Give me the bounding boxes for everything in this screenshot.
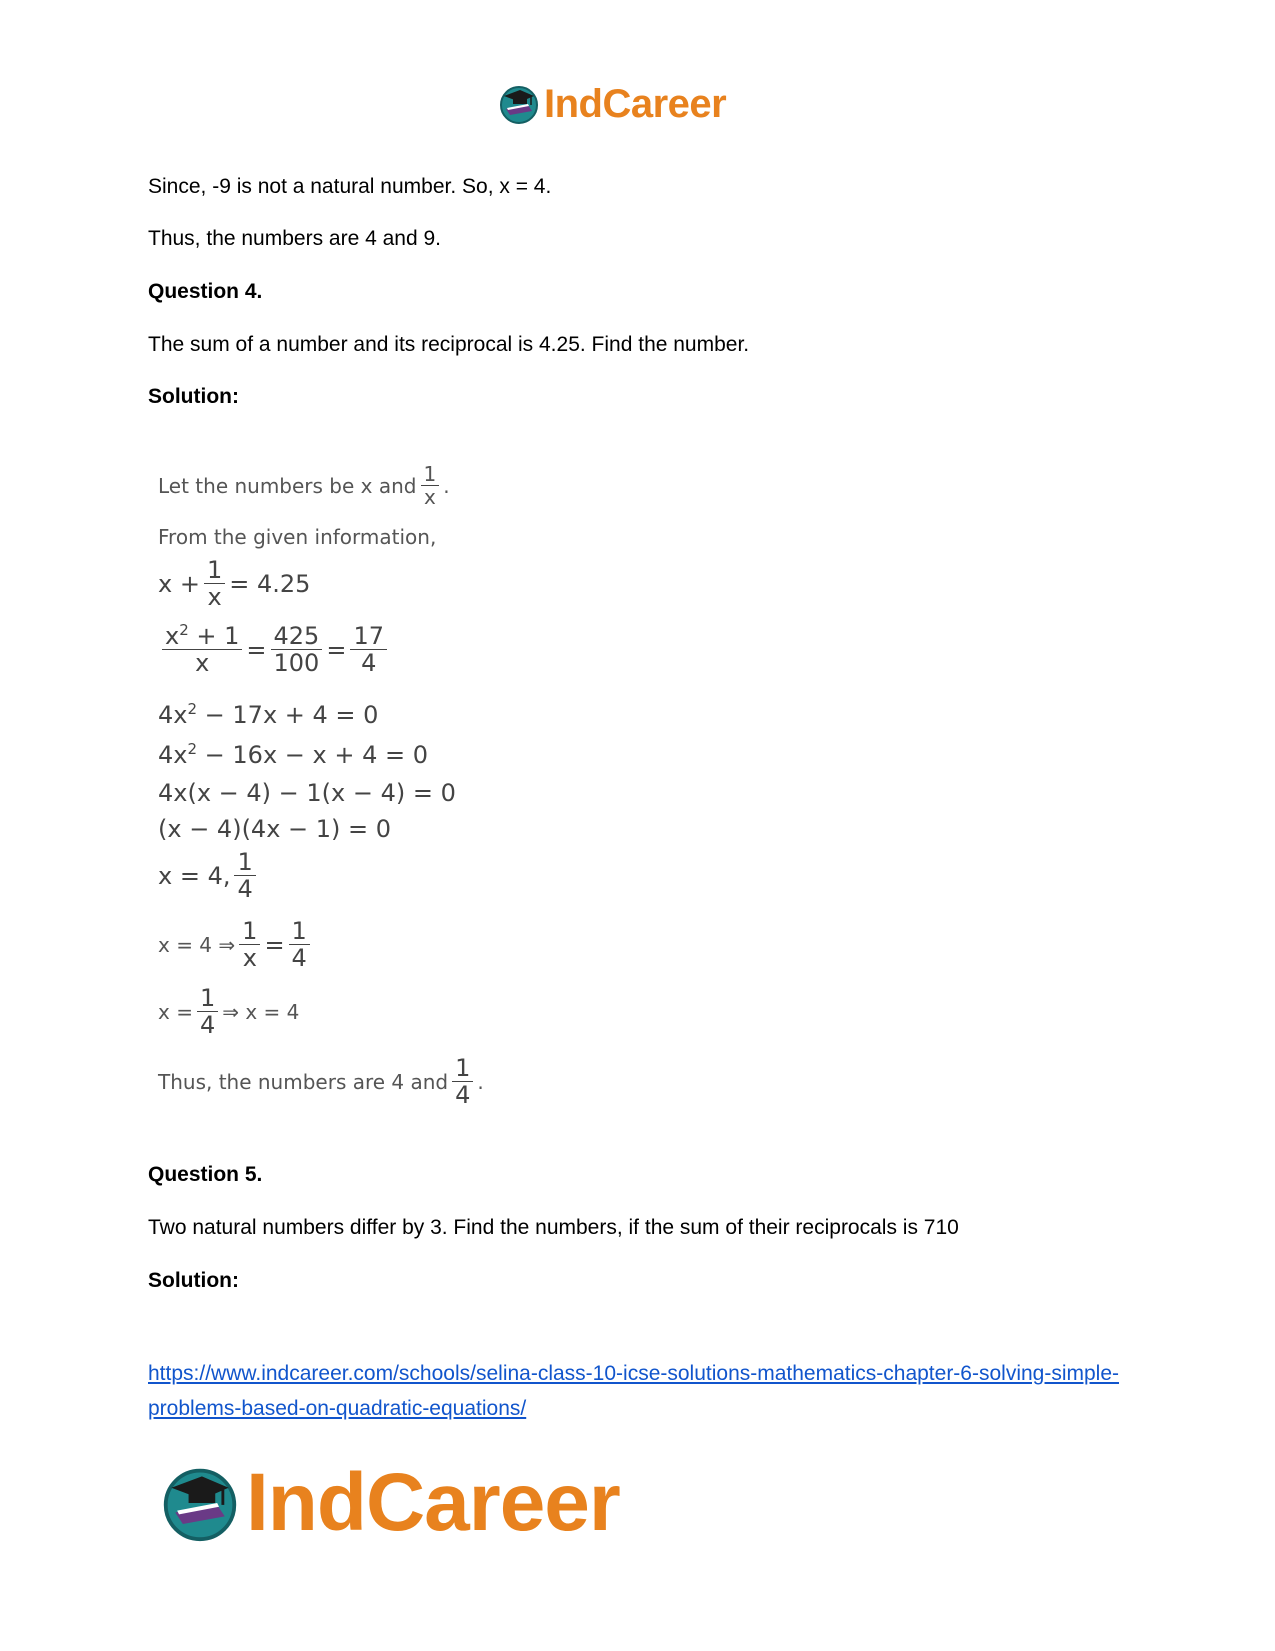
fraction: $\frac{1}{4}$ <box>197 985 218 1039</box>
text-line: Since, -9 is not a natural number. So, x = 4. <box>148 175 552 198</box>
question-4-heading: Question 4. <box>148 280 263 303</box>
fraction: $\frac{1}{x}$ <box>239 918 260 972</box>
fraction: $\frac{1}{x}$ <box>204 557 225 611</box>
text-line: Thus, the numbers are 4 and 9. <box>148 227 442 250</box>
solution-line-9: x = 4, $\frac{1}{4}$ <box>158 849 260 903</box>
solution-line-11: x = $\frac{1}{4}$ ⇒ x = 4 <box>158 984 300 1040</box>
question-5-heading: Question 5. <box>148 1163 263 1186</box>
fraction: $\frac{1}{4}$ <box>452 1055 473 1109</box>
solution-working-image <box>148 463 488 1123</box>
question-4-text: The sum of a number and its reciprocal is 4.25. Find the number. <box>148 333 750 356</box>
fraction: $\frac{1}{4}$ <box>289 918 310 972</box>
graduation-cap-book-icon <box>160 1463 240 1543</box>
solution-line-5: $4x^2 - 17x + 4 = 0$ <box>158 700 379 729</box>
fraction: $\frac{17}{4}$ <box>350 623 387 677</box>
footer-logo-text: IndCareer <box>246 1457 620 1548</box>
solution-line-6: $4x^2 - 16x - x + 4 = 0$ <box>158 740 428 769</box>
fraction: $\frac{1}{4}$ <box>234 849 255 903</box>
solution-line-1: Let the numbers be x and $\frac{1}{x}$ . <box>158 462 450 509</box>
fraction: $\frac{425}{100}$ <box>271 623 323 677</box>
source-url-link[interactable]: https://www.indcareer.com/schools/selina-class-10-icse-solutions-mathematics-chapter-6-solving-simple-problems-based-on-quadratic-equations/ <box>148 1362 1120 1420</box>
solution-line-2: From the given information, <box>158 525 437 549</box>
question-5-text: Two natural numbers differ by 3. Find the numbers, if the sum of their reciprocals is 710 <box>148 1216 959 1239</box>
question-5-solution-label: Solution: <box>148 1269 239 1292</box>
question-4-solution-label: Solution: <box>148 385 239 408</box>
solution-line-4: $\frac{x^2 + 1}{x}$ = $\frac{425}{100}$ = $\frac{17}{4}$ <box>158 623 391 677</box>
header-logo <box>498 80 726 128</box>
solution-line-7: 4x(x − 4) − 1(x − 4) = 0 <box>158 779 456 807</box>
fraction: $\frac{1}{x}$ <box>421 463 440 508</box>
fraction: $\frac{x^2 + 1}{x}$ <box>162 623 242 677</box>
solution-line-12: Thus, the numbers are 4 and $\frac{1}{4}$ . <box>158 1054 484 1110</box>
graduation-cap-book-icon <box>498 83 540 125</box>
header-logo-text: IndCareer <box>544 81 727 126</box>
solution-line-10: x = 4 ⇒ $\frac{1}{x}$ = $\frac{1}{4}$ <box>158 918 314 972</box>
solution-line-8: (x − 4)(4x − 1) = 0 <box>158 815 392 843</box>
solution-line-3: x + $\frac{1}{x}$ = 4.25 <box>158 556 311 612</box>
footer-logo <box>160 1458 620 1548</box>
